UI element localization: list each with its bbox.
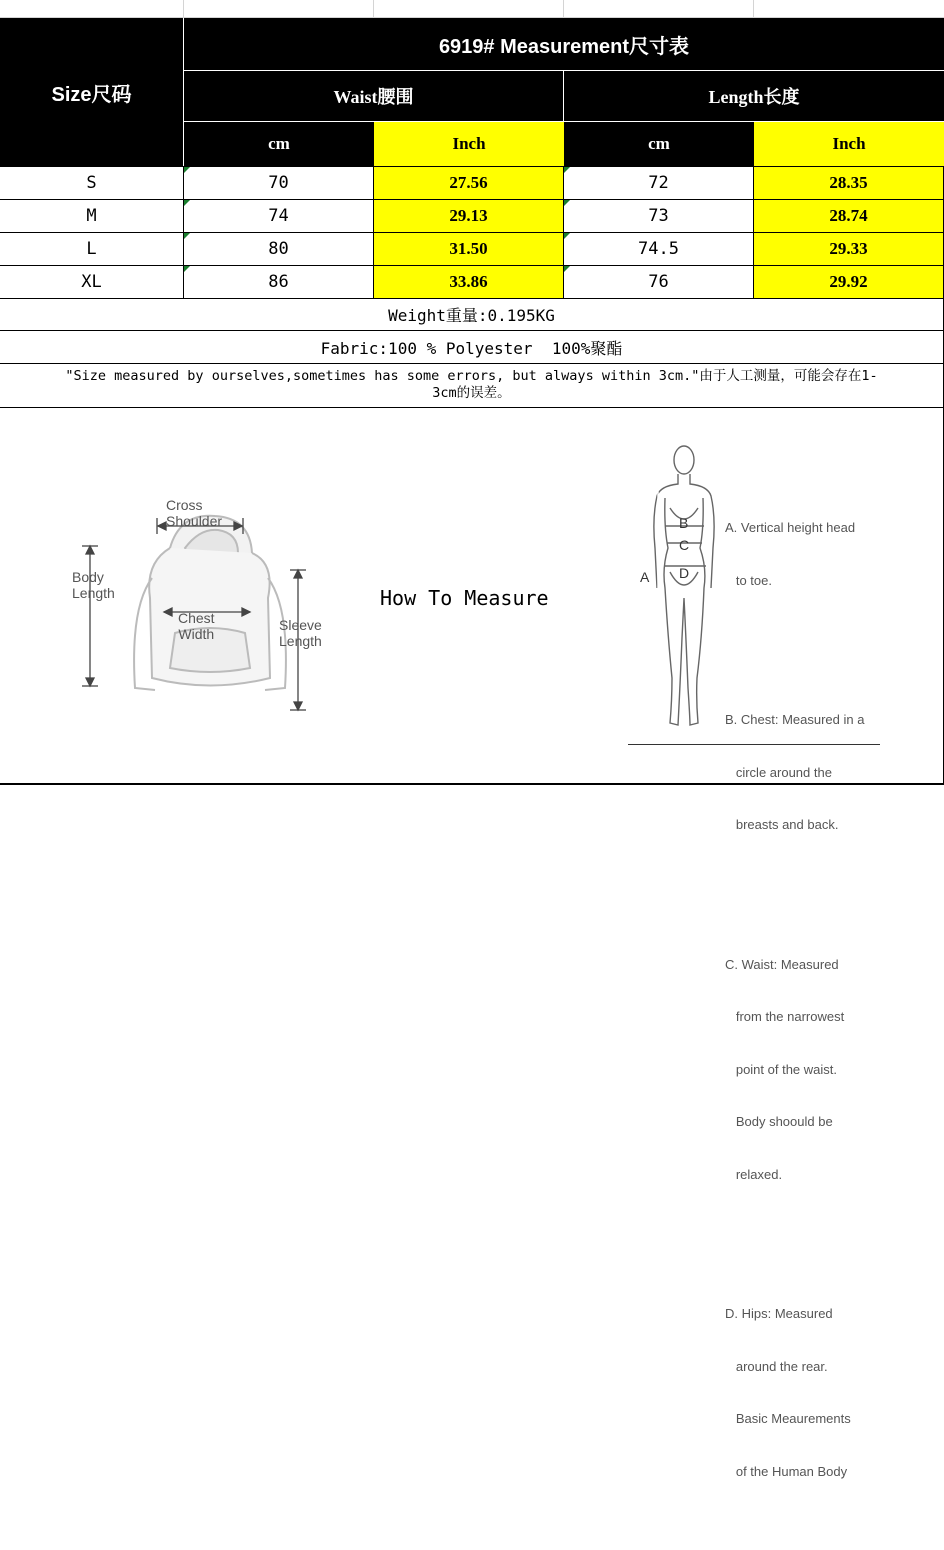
waist-cm-cell <box>184 200 374 233</box>
length-inch-cell <box>754 266 944 299</box>
instruction-line: C. Waist: Measured <box>725 956 839 972</box>
cell-value: 74 <box>268 206 289 226</box>
length-cm-cell <box>564 266 754 299</box>
cell-value: 72 <box>648 173 669 193</box>
label-line: Cross <box>166 497 203 513</box>
unit-label: Inch <box>832 134 866 153</box>
instruction-line: breasts and back. <box>725 817 839 832</box>
size-header-label: Size尺码 <box>51 83 132 106</box>
cell-marker <box>184 233 190 239</box>
table-row-size <box>0 266 184 299</box>
grid-col <box>184 0 374 18</box>
body-length-label <box>72 569 115 601</box>
cell-value: 70 <box>268 173 289 193</box>
length-inch-cell <box>754 233 944 266</box>
body-letter: C <box>679 537 690 553</box>
instruction-line: Body shoould be <box>725 1114 833 1129</box>
waist-cm-header <box>184 122 374 166</box>
waist-inch-cell <box>374 233 564 266</box>
instruction-line: around the rear. <box>725 1358 828 1374</box>
how-to-measure-title <box>380 586 549 610</box>
waist-header <box>184 71 564 122</box>
length-cm-header <box>564 122 754 166</box>
size-table-body <box>0 166 944 298</box>
body-letter-b <box>679 515 688 531</box>
cell-value: 28.74 <box>829 206 868 225</box>
top-grid-row <box>0 0 944 18</box>
cell-marker <box>184 167 190 173</box>
cell-value: 74.5 <box>638 239 679 259</box>
body-figure <box>630 438 730 738</box>
cell-marker <box>564 266 570 272</box>
measure-section <box>0 408 944 1479</box>
instruction-line: Basic Meaurements <box>725 1411 851 1426</box>
grid-col <box>564 0 754 18</box>
waist-inch-cell <box>374 266 564 299</box>
cell-marker <box>184 266 190 272</box>
note-line: 3cm的误差。 <box>432 385 511 401</box>
note-line: "Size measured by ourselves,sometimes has some errors, but always within 3cm."由于人工测量，可能会存在1- <box>65 368 878 384</box>
waist-header-label: Waist腰围 <box>333 87 414 107</box>
body-letter-d <box>679 565 689 581</box>
table-row-size <box>0 200 184 233</box>
instruction-line: B. Chest: Measured in a <box>725 712 865 727</box>
label-line: Chest <box>178 610 215 626</box>
instruction-block <box>725 484 864 624</box>
instruction-block <box>725 676 864 869</box>
label-line: Sleeve <box>279 617 322 633</box>
cross-shoulder-label <box>166 497 222 529</box>
label-line: Body <box>72 569 104 585</box>
size-cell: L <box>86 239 97 259</box>
cell-value: 28.35 <box>829 173 868 192</box>
instruction-line: to toe. <box>725 572 772 588</box>
waist-inch-cell <box>374 167 564 200</box>
cell-value: 80 <box>268 239 289 259</box>
instruction-block <box>725 1270 864 1515</box>
note-row <box>0 364 944 408</box>
length-header <box>564 71 944 122</box>
body-letter: A <box>640 569 650 585</box>
instruction-line: from the narrowest <box>725 1009 845 1024</box>
cell-value: 29.13 <box>449 206 488 225</box>
length-inch-header <box>754 122 944 166</box>
table-row-size <box>0 167 184 200</box>
cell-value: 27.56 <box>449 173 488 192</box>
size-header <box>0 18 184 166</box>
length-inch-cell <box>754 200 944 233</box>
cell-marker <box>564 233 570 239</box>
instruction-line: A. Vertical height head <box>725 520 856 535</box>
grid-col <box>0 0 184 18</box>
label-line: Shoulder <box>166 513 223 529</box>
size-cell: XL <box>81 272 102 292</box>
unit-label: Inch <box>452 134 486 153</box>
instruction-block <box>725 921 864 1219</box>
unit-label: cm <box>268 134 290 153</box>
waist-cm-cell <box>184 167 374 200</box>
cell-value: 29.92 <box>829 272 868 291</box>
weight-text: Weight重量:0.195KG <box>388 305 555 325</box>
grid-col <box>374 0 564 18</box>
cell-value: 33.86 <box>449 272 488 291</box>
waist-cm-cell <box>184 266 374 299</box>
cell-marker <box>184 200 190 206</box>
cell-marker <box>564 167 570 173</box>
instructions <box>725 449 864 1550</box>
instruction-line: relaxed. <box>725 1166 783 1182</box>
length-inch-cell <box>754 167 944 200</box>
waist-inch-cell <box>374 200 564 233</box>
instructions-underline <box>628 744 880 745</box>
body-letter-a <box>640 569 649 585</box>
how-to-measure-text: How To Measure <box>380 586 549 610</box>
table-row-size <box>0 233 184 266</box>
instruction-line: D. Hips: Measured <box>725 1306 833 1321</box>
length-header-label: Length长度 <box>708 87 800 107</box>
instruction-line: circle around the <box>725 764 832 780</box>
length-cm-cell <box>564 200 754 233</box>
table-title-text: 6919# Measurement尺寸表 <box>438 35 690 58</box>
body-letter-c <box>679 537 689 553</box>
cell-marker <box>564 200 570 206</box>
cell-value: 73 <box>648 206 669 226</box>
table-title <box>184 18 944 71</box>
fabric-row <box>0 331 944 364</box>
label-line: Length <box>279 633 322 649</box>
size-cell: S <box>86 173 97 193</box>
cell-value: 76 <box>648 272 669 292</box>
length-cm-cell <box>564 233 754 266</box>
cell-value: 86 <box>268 272 289 292</box>
waist-inch-header <box>374 122 564 166</box>
weight-row <box>0 298 944 331</box>
label-line: Length <box>72 585 115 601</box>
label-line: Width <box>178 626 215 642</box>
cell-value: 29.33 <box>829 239 868 258</box>
body-letter: B <box>679 515 689 531</box>
cell-value: 31.50 <box>449 239 488 258</box>
fabric-text: Fabric:100 % Polyester 100%聚酯 <box>320 338 623 358</box>
length-cm-cell <box>564 167 754 200</box>
chest-width-label <box>178 610 215 642</box>
waist-cm-cell <box>184 233 374 266</box>
unit-label: cm <box>648 134 670 153</box>
size-cell: M <box>86 206 97 226</box>
sleeve-length-label <box>279 617 322 649</box>
body-letter: D <box>679 565 690 581</box>
instruction-line: point of the waist. <box>725 1061 838 1077</box>
instruction-line: of the Human Body <box>725 1463 848 1479</box>
